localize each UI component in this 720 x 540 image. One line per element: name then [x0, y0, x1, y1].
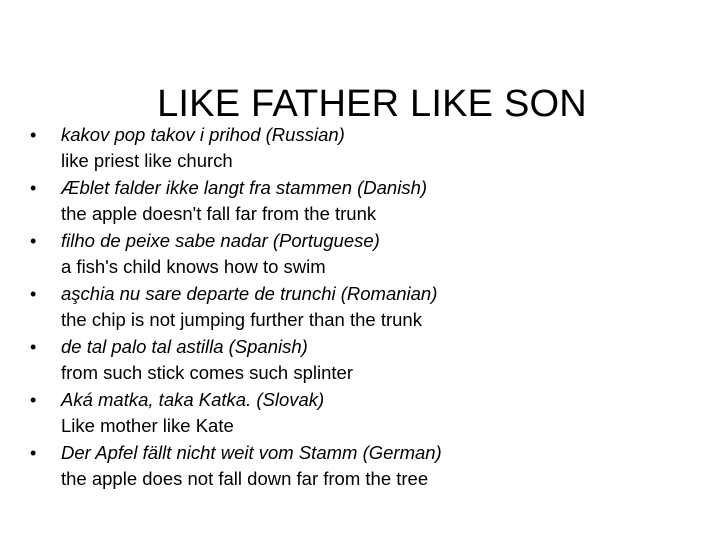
- proverb-list: [30, 122, 690, 493]
- proverb-translation: the chip is not jumping further than the trunk: [61, 309, 422, 330]
- proverb-item-portuguese: [30, 228, 690, 281]
- proverb-original: de tal palo tal astilla (Spanish): [61, 336, 308, 357]
- proverb-translation: the apple doesn't fall far from the trunk: [61, 203, 377, 224]
- bullet-icon: •: [30, 178, 37, 198]
- proverb-item-danish: [30, 175, 690, 228]
- proverb-translation: Like mother like Kate: [61, 415, 234, 436]
- proverb-item-german: [30, 440, 690, 493]
- proverb-item-spanish: [30, 334, 690, 387]
- proverb-original: aşchia nu sare departe de trunchi (Romanian): [61, 283, 438, 304]
- proverb-original: Æblet falder ikke langt fra stammen (Danish): [61, 177, 428, 198]
- slide-title: LIKE FATHER LIKE SON: [157, 83, 587, 126]
- proverb-item-slovak: [30, 387, 690, 440]
- proverb-translation: a fish's child knows how to swim: [61, 256, 326, 277]
- bullet-icon: •: [30, 337, 37, 357]
- proverb-original: kakov pop takov i prihod (Russian): [61, 124, 345, 145]
- proverb-original: Der Apfel fällt nicht weit vom Stamm (German): [61, 442, 442, 463]
- proverb-translation: the apple does not fall down far from the tree: [61, 468, 429, 489]
- bullet-icon: •: [30, 443, 37, 463]
- proverb-original: filho de peixe sabe nadar (Portuguese): [61, 230, 380, 251]
- proverb-translation: from such stick comes such splinter: [61, 362, 353, 383]
- proverb-translation: like priest like church: [61, 150, 233, 171]
- bullet-icon: •: [30, 284, 37, 304]
- proverb-item-russian: [30, 122, 690, 175]
- bullet-icon: •: [30, 125, 37, 145]
- bullet-icon: •: [30, 390, 37, 410]
- proverb-original: Aká matka, taka Katka. (Slovak): [61, 389, 325, 410]
- bullet-icon: •: [30, 231, 37, 251]
- proverb-item-romanian: [30, 281, 690, 334]
